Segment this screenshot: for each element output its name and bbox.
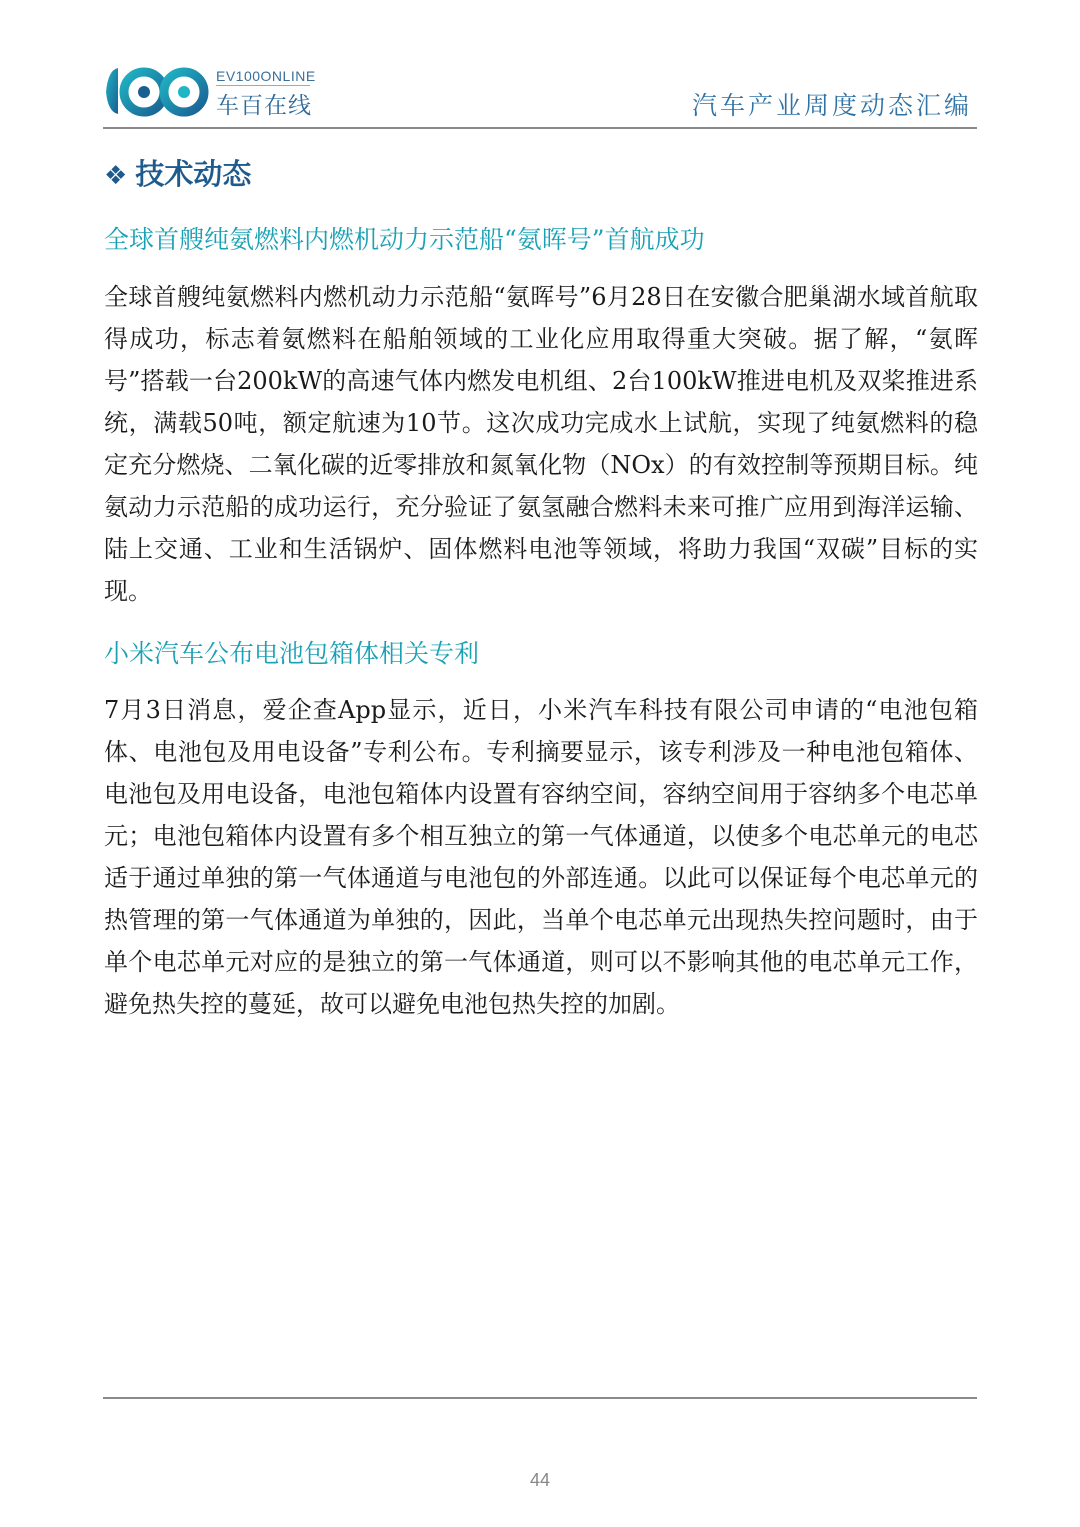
ev100-logo-icon	[102, 62, 212, 120]
section-title-text: 技术动态	[135, 157, 252, 191]
page-number: 44	[529, 1470, 551, 1490]
article-heading: 小米汽车公布电池包箱体相关专利	[104, 639, 480, 668]
article-heading: 全球首艘纯氨燃料内燃机动力示范船“氨晖号”首航成功	[104, 225, 705, 254]
header-title: 汽车产业周度动态汇编	[691, 91, 972, 120]
header-divider	[103, 127, 977, 129]
logo-chinese-text: 车百在线	[216, 93, 312, 119]
article-body: 全球首艘纯氨燃料内燃机动力示范船“氨晖号”6月28日在安徽合肥巢湖水域首航取得成功，标志着氨燃料在船舶领域的工业化应用取得重大突破。据了解，“氨晖号”搭载一台200kW的高速气体内燃发电机组、2台100kW推进电机及双桨推进系统，满载50吨，额定航速为10节。这次成功完成水上试航，实现了纯氨燃料的稳定充分燃烧、二氧化碳的近零排放和氮氧化物（NOx）的有效控制等预期目标。纯氨动力示范船的成功运行，充分验证了氨氢融合燃料未来可推广应用到海洋运输、陆上交通、工业和生活锅炉、固体燃料电池等领域，将助力我国“双碳”目标的实现。	[104, 283, 978, 605]
diamond-bullet-icon: ❖	[104, 161, 128, 191]
page-header	[0, 0, 1080, 130]
section-title	[104, 152, 251, 193]
logo-english-text: EV100ONLINE	[216, 68, 316, 84]
logo-divider	[216, 85, 310, 86]
footer-divider	[103, 1397, 977, 1399]
article-body: 7月3日消息，爱企查App显示，近日，小米汽车科技有限公司申请的“电池包箱体、电池包及用电设备”专利公布。专利摘要显示，该专利涉及一种电池包箱体、电池包及用电设备，电池包箱体内设置有容纳空间，容纳空间用于容纳多个电芯单元；电池包箱体内设置有多个相互独立的第一气体通道，以使多个电芯单元的电芯适于通过单独的第一气体通道与电池包的外部连通。以此可以保证每个电芯单元的热管理的第一气体通道为单独的，因此，当单个电芯单元出现热失控问题时，由于单个电芯单元对应的是独立的第一气体通道，则可以不影响其他的电芯单元工作，避免热失控的蔓延，故可以避免电池包热失控的加剧。	[104, 696, 978, 1018]
